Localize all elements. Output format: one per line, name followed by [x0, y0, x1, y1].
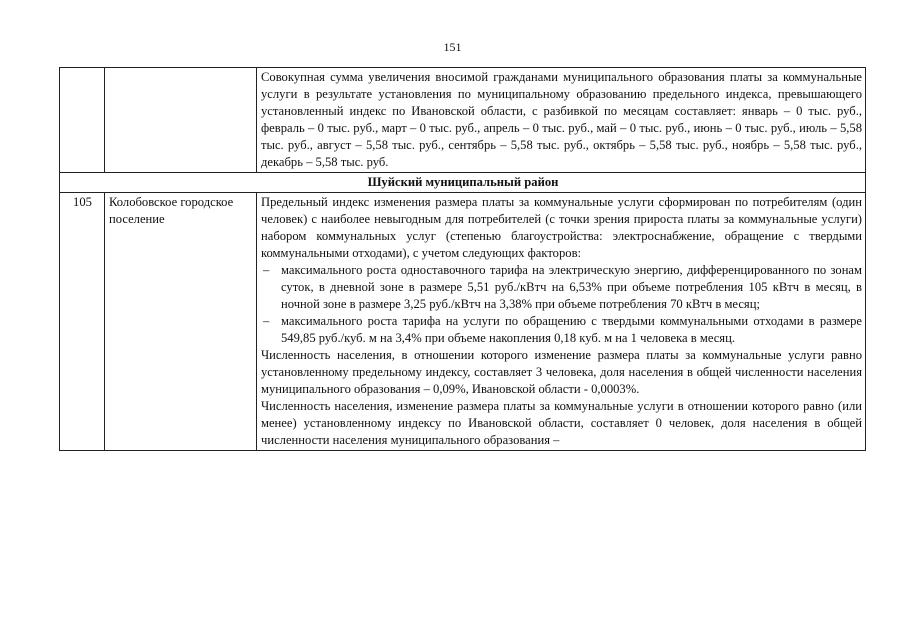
factor-text: максимального роста одноставочного тарифа на электрическую энергию, дифференцированного по зонам суток, в дневной зоне в размере 5,51 руб./кВтч на 6,53% при объеме потребления 105 кВтч в месяц, в ночной зоне в размере 3,25 руб./кВтч на 3,38% при объеме потребления 70 кВтч в месяц; — [281, 263, 862, 311]
population-equal-paragraph: Численность населения, в отношении которого изменение размера платы за коммунальные услуги равно установленному предельному индексу, составляет 3 человека, доля населения в общей численности населения муниципального образования – 0,09%, Ивановской области - 0,0003%. — [261, 348, 862, 396]
entry-number: 105 — [60, 193, 105, 451]
index-table — [59, 67, 866, 451]
population-less-paragraph: Численность населения, изменение размера платы за коммунальные услуги в отношении которого равно (или менее) установленному индексу по Ивановской области, составляет 0 человек, доля населения в общей численности населения муниципального образования – — [261, 399, 862, 447]
section-header: Шуйский муниципальный район — [60, 173, 866, 193]
factor-text: максимального роста тарифа на услуги по обращению с твердыми коммунальными отходами в размере 549,85 руб./куб. м на 3,4% при объеме накопления 0,18 куб. м на 1 человека в месяц. — [281, 314, 862, 345]
intro-paragraph: Предельный индекс изменения размера платы за коммунальные услуги сформирован по потребителям (один человек) с наиболее невыгодным для потребителей (с точки зрения прироста платы за коммунальные услуги) набором коммунальных услуг (степенью благоустройства: электроснабжение, обращение с твердыми коммунальными отходами), с учетом следующих факторов: — [261, 195, 862, 260]
entry-description — [257, 193, 866, 451]
row-number-cell — [60, 68, 105, 173]
table-row-section — [60, 173, 866, 193]
row-name-cell — [105, 68, 257, 173]
table-row-continuation — [60, 68, 866, 173]
table-row-entry-105 — [60, 193, 866, 451]
page-number: 151 — [443, 40, 462, 54]
factor-item — [261, 313, 862, 347]
dash-bullet: – — [263, 314, 270, 328]
entry-name: Колобовское городское поселение — [105, 193, 257, 451]
continuation-text: Совокупная сумма увеличения вносимой гражданами муниципального образования платы за коммунальные услуги в результате установления по муниципальному образованию предельного индекса, превышающего установленный индекс по Ивановской области, с разбивкой по месяцам составляет: январь – 0 тыс. руб., февраль – 0 тыс. руб., март – 0 тыс. руб., апрель – 0 тыс. руб., май – 0 тыс. руб., июнь – 0 тыс. руб., июль – 5,58 тыс. руб., август – 5,58 тыс. руб., сентябрь – 5,58 тыс. руб., октябрь – 5,58 тыс. руб., ноябрь – 5,58 тыс. руб., декабрь – 5,58 тыс. руб. — [257, 68, 866, 173]
factor-item — [261, 262, 862, 313]
dash-bullet: – — [263, 263, 270, 277]
